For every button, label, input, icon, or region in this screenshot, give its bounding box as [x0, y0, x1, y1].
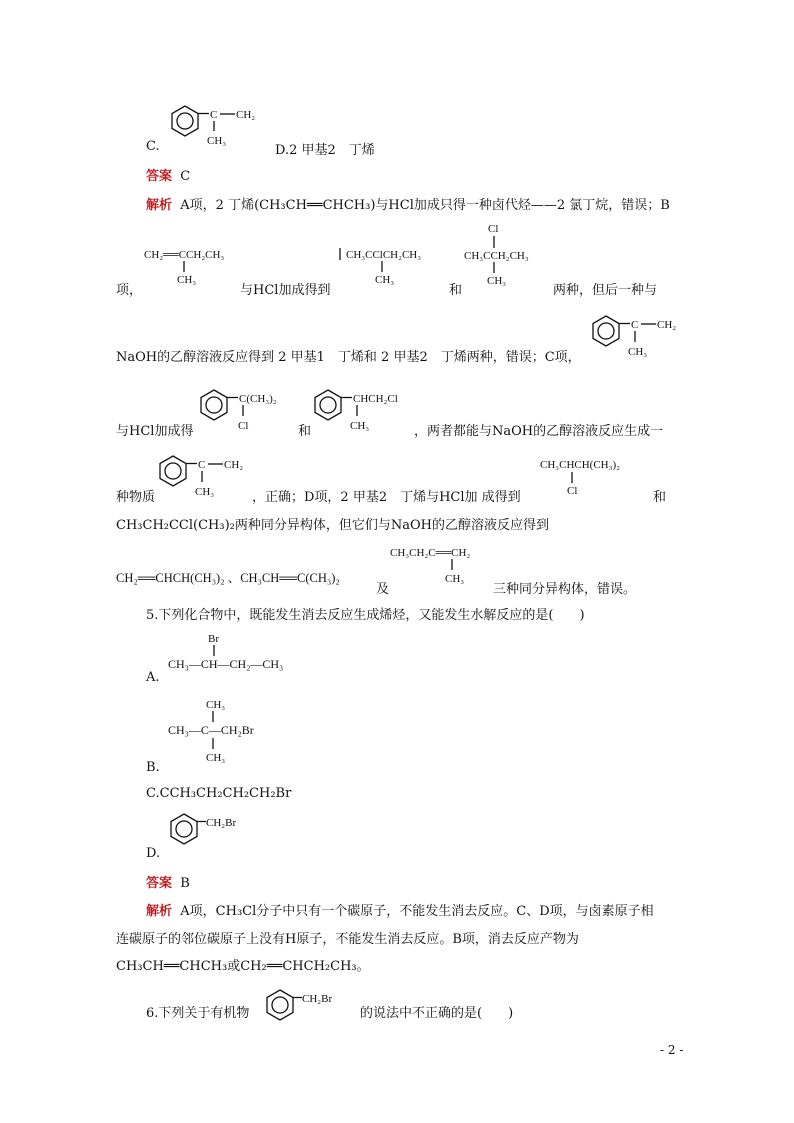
structure-text: CH₃CClCH₂CH₃: [346, 249, 422, 261]
structure-text: CH₂Br: [302, 993, 333, 1005]
structure-text: CH₃—C—CH₂Br: [168, 723, 254, 737]
option-b: B.: [146, 760, 160, 775]
alpha-methylstyrene-structure-2: [588, 310, 688, 366]
c-atom: C: [631, 319, 639, 331]
structure-text: CH₃CCH₂CH₃: [464, 250, 529, 262]
structure-text: CHCH₂Cl: [353, 393, 398, 405]
question-6-stem-a: 6.下列关于有机物: [146, 1006, 250, 1021]
cl-atom: Cl: [238, 420, 249, 432]
2-chloro-2-methylbutane-structure: [460, 218, 560, 290]
cl-atom: Cl: [567, 485, 578, 497]
neopentyl-bromide-structure: [160, 694, 320, 764]
expl-text: NaOH的乙醇溶液反应得到 2 甲基1 丁烯和 2 甲基2 丁烯两种，错误；C项，: [116, 350, 581, 365]
ch3-group: CH₃: [206, 752, 226, 764]
2-chloro-product-structure: [334, 242, 454, 286]
c-atom: C: [198, 459, 206, 471]
page-number: - 2 -: [660, 1043, 684, 1057]
answer-row-q4: [146, 165, 190, 184]
ch3-group: CH₃: [177, 274, 197, 286]
option-d: D.2 甲基2 丁烯: [275, 143, 375, 158]
expl-text: 与HCl加成得到: [240, 283, 331, 298]
ch2-group: CH₂: [236, 109, 256, 121]
question-6-stem-b: 的说法中不正确的是( ): [360, 1006, 514, 1021]
structure-text: CH₂Br: [206, 817, 237, 829]
answer-value: B: [180, 876, 190, 891]
option-c-label: C.: [146, 139, 160, 154]
ch3-group: CH₃: [445, 573, 465, 585]
cl-atom: Cl: [488, 223, 499, 235]
expl-text: ，两者都能与NaOH的乙醇溶液反应生成一: [414, 424, 664, 439]
structure-text: CH₂══CCH₂CH₃: [144, 249, 225, 261]
question-5-stem: 5.下列化合物中，既能发生消去反应生成烯烃，又能发生水解反应的是( ): [146, 608, 585, 623]
1-chloro-2-phenylpropane-structure: [310, 384, 420, 438]
ch3-group: CH₃: [350, 420, 370, 432]
structure-text: CH₃CH₂C══CH₂: [390, 547, 471, 559]
c-atom: C: [210, 109, 218, 121]
expl-text: 及: [376, 582, 390, 597]
structure-text: CH₃CHCH(CH₃)₂: [540, 459, 620, 471]
structure-text: CH₃—CH—CH₂—CH₃: [168, 657, 284, 671]
expl-text: A项，2 丁烯(CH₃CH══CHCH₃)与HCl加成只得一种卤代烃——2 氯丁烷，错误；B: [180, 198, 670, 213]
answer-value: C: [180, 169, 191, 184]
benzyl-bromide-structure: [166, 808, 266, 852]
alpha-methylstyrene-structure-3: [155, 450, 255, 504]
expl-text: 种物质: [116, 490, 156, 505]
explanation-q5-line-3: CH₃CH══CHCH₃或CH₂══CHCH₂CH₃。: [116, 959, 370, 974]
alpha-methylstyrene-structure: [165, 96, 275, 154]
ch3-group: CH₃: [487, 275, 507, 287]
expl-text: ，正确；D项，2 甲基2 丁烯与HCl加 成得到: [252, 490, 521, 505]
expl-text: 三种同分异构体，错误。: [493, 582, 637, 597]
explanation-q5-line-2: 连碳原子的邻位碳原子上没有H原子，不能发生消去反应。B项，消去反应产物为: [116, 932, 579, 947]
ch3-group: CH₃: [628, 346, 648, 358]
2-methyl-1-butene-structure-2: [386, 540, 496, 590]
ch3-group: CH₃: [207, 135, 227, 147]
br-atom: Br: [208, 633, 219, 645]
expl-text: A项，CH₃Cl分子中只有一个碳原子，不能发生消去反应。C、D项，与卤素原子相: [180, 904, 654, 919]
2-chloro-2-phenylpropane-structure: [196, 384, 306, 438]
answer-label: 答案: [146, 876, 173, 891]
option-d-q5: D.: [146, 846, 161, 861]
explanation-label: 解析: [146, 198, 173, 213]
ch2-group: CH₂: [657, 319, 677, 331]
option-a: A.: [146, 670, 160, 685]
expl-text: 项，: [116, 283, 143, 298]
answer-label: 答案: [146, 169, 173, 184]
explanation-q5-line-1: [146, 900, 654, 919]
expl-text: 和: [298, 424, 312, 439]
ch3-group: CH₃: [206, 699, 226, 711]
2-bromobutane-structure: [160, 628, 320, 674]
benzyl-bromide-structure-2: [262, 986, 362, 1026]
ch2-group: CH₂: [224, 459, 244, 471]
structure-text: CH₂══CHCH(CH₃)₂ 、CH₃CH══C(CH₃)₂: [116, 571, 340, 585]
explanation-line-1: [146, 194, 670, 213]
ch3-group: CH₃: [375, 274, 395, 286]
expl-text: 两种，但后一种与: [553, 283, 658, 298]
3-chloro-2-methylbutane-structure: [536, 454, 656, 500]
expl-text: 和: [653, 490, 667, 505]
structure-text: C(CH₃)₂: [239, 393, 277, 405]
expl-text: CH₃CH₂CCl(CH₃)₂两种同分异构体，但它们与NaOH的乙醇溶液反应得到: [116, 518, 550, 533]
expl-text: 和: [449, 283, 463, 298]
2-methyl-1-butene-structure: [140, 242, 250, 286]
explanation-label: 解析: [146, 904, 173, 919]
expl-text: 与HCl加成得: [116, 424, 194, 439]
answer-row-q5: [146, 872, 190, 891]
ch3-group: CH₃: [195, 486, 215, 498]
option-c: C.CCH₃CH₂CH₂CH₂Br: [146, 786, 292, 801]
